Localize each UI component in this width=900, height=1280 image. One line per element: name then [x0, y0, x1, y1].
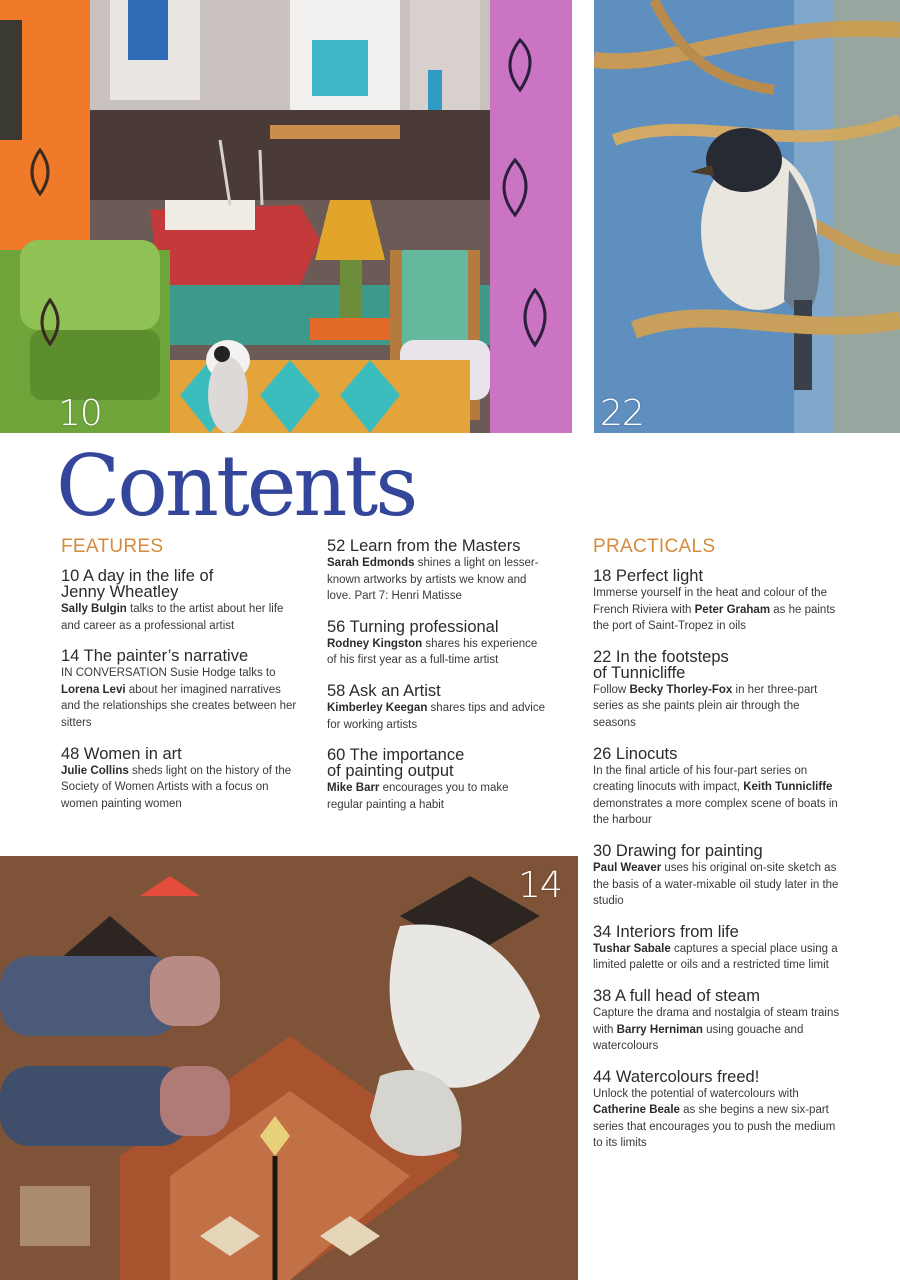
entry-title — [327, 538, 545, 554]
desc-rest: using gouache and watercolours — [593, 1023, 804, 1053]
title-line: 56 Turning professional — [327, 617, 499, 636]
desc-rest: encourages you to make regular painting a habit — [327, 782, 509, 811]
features-column — [61, 536, 301, 826]
title-line: 48 Women in art — [61, 744, 182, 763]
entry-description — [593, 1005, 843, 1055]
entry-description — [327, 780, 545, 813]
title-line: 60 The importance — [327, 746, 465, 765]
practical-entry — [593, 649, 843, 732]
desc-rest: shares his experience of his first year as a full-time artist — [327, 637, 538, 667]
practical-entry — [593, 568, 843, 635]
painting-interior-harbour — [0, 0, 572, 433]
artist-name: Kimberley Keegan — [327, 701, 428, 714]
desc-rest: demonstrates a more complex scene of boats in the harbour — [593, 797, 838, 827]
page-number-22: 22 — [600, 393, 644, 434]
practicals-column — [593, 536, 843, 1166]
feature-entry — [61, 648, 301, 731]
entry-description — [593, 763, 843, 829]
artist-name: Paul Weaver — [593, 861, 662, 874]
desc-lead: In the final article of his four-part series on creating linocuts with impact, — [593, 764, 808, 794]
desc-rest: as he paints the port of Saint-Tropez in oils — [593, 603, 836, 633]
entry-description — [61, 601, 301, 634]
entry-description — [593, 682, 843, 732]
feature-entry — [327, 747, 545, 813]
entry-title — [327, 683, 545, 699]
entry-title — [61, 746, 301, 762]
artist-name: Sarah Edmonds — [327, 557, 415, 569]
title-line: of painting output — [327, 762, 454, 781]
practical-entry — [593, 746, 843, 829]
desc-rest: talks to the artist about her life and career as a professional artist — [61, 603, 284, 632]
artist-name: Becky Thorley-Fox — [629, 683, 733, 696]
entry-title — [593, 843, 843, 859]
title-line: 52 Learn from the Masters — [327, 537, 521, 555]
desc-lead: IN CONVERSATION Susie Hodge talks to — [61, 667, 276, 680]
features-continued-column — [327, 538, 545, 827]
artist-name: Julie Collins — [61, 764, 129, 777]
entry-description — [61, 665, 301, 731]
painting-rug-with-feet — [0, 856, 578, 1280]
entry-title — [593, 988, 843, 1004]
page-title: Contents — [56, 437, 416, 535]
title-line: 22 In the footsteps — [593, 647, 729, 666]
artist-name: Rodney Kingston — [327, 637, 423, 650]
artist-name: Keith Tunnicliffe — [743, 781, 833, 794]
title-line: 34 Interiors from life — [593, 922, 739, 941]
entry-title — [593, 1069, 843, 1085]
desc-lead: Capture the drama and nostalgia of steam trains with — [593, 1006, 840, 1036]
practical-entry — [593, 988, 843, 1055]
entry-title — [593, 924, 843, 940]
feature-entry — [327, 538, 545, 605]
entry-description — [593, 585, 843, 635]
entry-description — [593, 1086, 843, 1152]
entry-title — [593, 746, 843, 762]
desc-rest: as she begins a new six-part series that encourages you to push the medium to its limits — [593, 1104, 836, 1150]
artist-name: Mike Barr — [327, 782, 380, 795]
desc-rest: shines a light on lesser-known artworks by artists we know and love. Part 7: Henri Matisse — [327, 557, 539, 603]
desc-rest: shares tips and advice for working artists — [327, 701, 545, 731]
desc-rest: captures a special place using a limited palette or oils and a restricted time limit — [593, 942, 838, 972]
artist-name: Barry Herniman — [616, 1023, 703, 1036]
title-line: 14 The painter’s narrative — [61, 647, 249, 666]
page-number-14: 14 — [518, 865, 562, 906]
page-number-10: 10 — [58, 393, 102, 434]
title-line: of Tunnicliffe — [593, 663, 686, 682]
entry-description — [61, 763, 301, 813]
title-line: 30 Drawing for painting — [593, 841, 763, 860]
practical-entry — [593, 843, 843, 910]
title-line: Jenny Wheatley — [61, 583, 179, 601]
entry-title — [61, 648, 301, 664]
title-line: 18 Perfect light — [593, 567, 704, 585]
features-heading: FEATURES — [61, 536, 164, 557]
entry-title — [327, 747, 545, 779]
entry-description — [327, 700, 545, 733]
desc-lead: Unlock the potential of watercolours with — [593, 1087, 799, 1100]
feature-entry — [327, 683, 545, 733]
entry-description — [327, 555, 545, 605]
artist-name: Tushar Sabale — [593, 942, 671, 955]
artist-name: Peter Graham — [694, 603, 771, 616]
title-line: 44 Watercolours freed! — [593, 1067, 760, 1086]
feature-entry — [61, 746, 301, 813]
entry-description — [593, 941, 843, 974]
entry-title — [61, 568, 301, 600]
artist-name: Lorena Levi — [61, 683, 126, 696]
desc-lead: Immerse yourself in the heat and colour of the French Riviera with — [593, 587, 827, 616]
practical-entry — [593, 1069, 843, 1152]
entry-description — [593, 860, 843, 910]
artist-name: Sally Bulgin — [61, 603, 127, 615]
practicals-heading: PRACTICALS — [593, 536, 716, 557]
desc-rest: uses his original on-site sketch as the basis of a water-mixable oil study later in the studio — [593, 861, 839, 908]
feature-entry — [61, 568, 301, 634]
entry-title — [327, 619, 545, 635]
entry-description — [327, 636, 545, 669]
entry-title — [593, 649, 843, 681]
entry-title — [593, 568, 843, 584]
title-line: 26 Linocuts — [593, 744, 678, 763]
artist-name: Catherine Beale — [593, 1104, 680, 1117]
desc-rest: sheds light on the history of the Society of Women Artists with a focus on women painting women — [61, 764, 292, 810]
title-line: 58 Ask an Artist — [327, 681, 441, 700]
feature-entry — [327, 619, 545, 669]
desc-rest: about her imagined narratives and the relationships she creates between her sitters — [61, 683, 297, 729]
title-line: 10 A day in the life of — [61, 567, 214, 585]
desc-rest: in her three-part series as she paints plein air through the seasons — [593, 683, 818, 729]
painting-bird-on-branch — [594, 0, 900, 433]
title-line: 38 A full head of steam — [593, 986, 760, 1005]
practical-entry — [593, 924, 843, 974]
desc-lead: Follow — [593, 683, 630, 696]
